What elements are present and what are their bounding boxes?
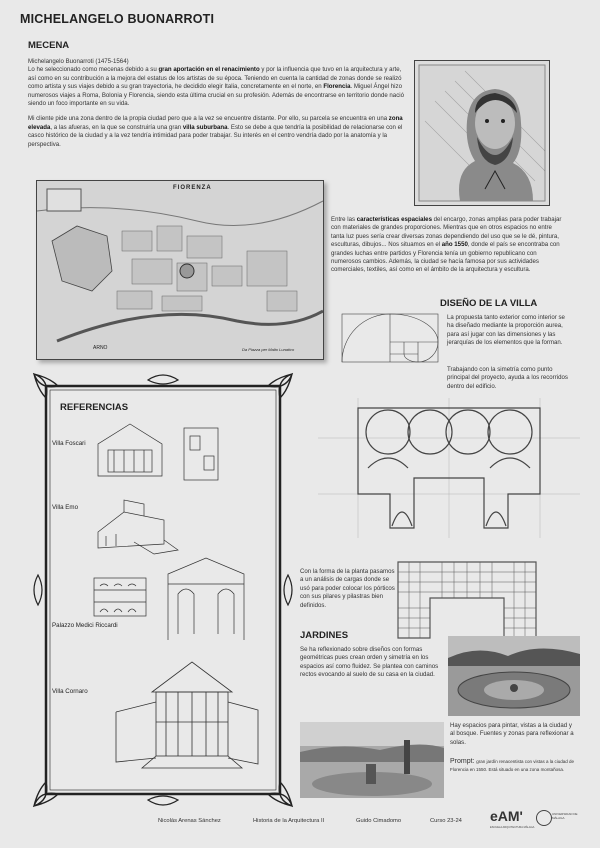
footer-teacher: Guido Cimadomo <box>356 818 402 824</box>
city-map-icon <box>37 181 323 359</box>
structural-grid-icon <box>394 558 540 642</box>
michelangelo-portrait-icon <box>415 61 549 205</box>
villa-foscari-sketch <box>94 416 258 486</box>
villa-plan-diagram <box>318 398 580 538</box>
golden-spiral-diagram <box>340 312 440 364</box>
building-sketch-icon <box>94 416 258 486</box>
eam-logo-subtitle: ESCUELA ARQUITECTURA MÁLAGA <box>490 826 535 829</box>
diseno-paragraph-3: Con la forma de la planta pasamos a un análisis de cargas donde se usó para poder colocar los pórticos con sus pilares y pilastras bien definidos. <box>300 568 395 609</box>
footer-author: Nicolás Arenas Sánchez <box>158 818 221 824</box>
mecena-heading: MECENA <box>28 40 70 51</box>
garden-photo-1 <box>448 636 580 716</box>
diseno-paragraph-2: Trabajando con la simetría como punto principal del proyecto, ayuda a los recorridos dentro del edificio. <box>447 366 568 390</box>
map-label: FIORENZA <box>173 185 212 191</box>
reference-label-villa-cornaro: Villa Cornaro <box>52 688 88 695</box>
mecena-dates: Michelangelo Buonarroti (1475-1564) <box>28 58 129 65</box>
floor-plan-icon <box>318 398 580 538</box>
mecena-paragraph-2: Mi cliente pide una zona dentro de la propia ciudad pero que a la vez se encuentre distante. Por ello, su parcela se encuentra en una zona elevada, a las afueras, en la que se construiría una gran villa suburbana. Esto se debe a que tendría la posibilidad de relacionarse con el casco histórico de la ciudad y a la vez tendría intimidad para poder trabajar. Su interés en el centro vendría dado por la anatomía y la perspectiva. <box>28 115 403 148</box>
footer-year: Curso 23-24 <box>430 818 462 824</box>
garden-image-icon <box>448 636 580 716</box>
eam-logo: eAM' <box>490 808 523 824</box>
palazzo-courtyard-sketch <box>164 554 248 644</box>
building-sketch-icon <box>112 652 262 772</box>
diseno-paragraph-1: La propuesta tanto exterior como interior se ha diseñado mediante la proporción aurea, para así jugar con las dimensiones y las jerarquías de los elementos que la forman. <box>447 314 565 347</box>
page-title: MICHELANGELO BUONARROTI <box>20 12 215 26</box>
reference-label-villa-emo: Villa Emo <box>52 504 79 511</box>
portrait-image <box>414 60 550 206</box>
florence-map-image <box>36 180 324 360</box>
jardines-paragraph-2: Hay espacios para pintar, vistas a la ciudad y al bosque. Fuentes y zonas para reflexionar a solas. <box>450 722 574 746</box>
golden-spiral-icon <box>340 312 440 364</box>
jardines-paragraph-1: Se ha reflexionado sobre diseños con formas geométricas pues crean orden y simetría en los espacios así como fluidez. Se plantea con caminos rectos evocando al suelo de su casa en la ciudad. <box>300 646 439 679</box>
uma-logo-text: UNIVERSIDAD DE MÁLAGA <box>552 812 578 820</box>
footer-course: Historia de la Arquitectura II <box>253 818 325 824</box>
garden-image-icon <box>300 722 444 798</box>
encargo-text: Entre las características espaciales del encargo, zonas amplias para poder trabajar con materiales de grandes proporciones. Mientras que en otros espacios no entre tanta luz pues sería crear diversas zonas dependiendo del uso que se le dé, pintura, esculturas, dibujos... Nos situamos en el año 1550, donde el país se encontraba con grandes luchas entre partidos y Florencia tenía un gobierno republicano con numerosos cambios. Además, la ciudad se hacía famosa por sus actividades comerciales, textiles, así como en el ámbito de la arquitectura y escultura. <box>331 216 562 274</box>
villa-emo-sketch <box>94 492 184 558</box>
mecena-text <box>28 58 406 149</box>
mecena-paragraph-1: Lo he seleccionado como mecenas debido a su gran aportación en el renacimiento y por la influencia que tuvo en la arquitectura y arte, así como en su contribución a la mejora del estatus de los artistas de su época. Teniendo en cuenta la cantidad de zonas donde se realizó como artista y sus viajes debido a su gran trayectoria, he decidido elegir Italia, concretamente en el norte, en Florencia. Miguel Ángel hizo numerosos viajes a Roma, Bolonia y Florencia, siendo esta última crucial en su profesión. Además de encontrarse en territorio donde nació siendo un foco importante en su vida. <box>28 66 404 108</box>
reference-label-palazzo-medici: Palazzo Medici Riccardi <box>52 622 118 629</box>
villa-cornaro-sketch <box>112 652 262 772</box>
load-grid-diagram <box>394 558 540 642</box>
map-credit: Da Piazza per Malto Lunatico <box>242 347 295 352</box>
building-sketch-icon <box>94 492 184 558</box>
building-sketch-icon <box>164 554 248 644</box>
referencias-heading: REFERENCIAS <box>60 402 129 413</box>
map-river-label: ARNO <box>93 345 108 351</box>
garden-photo-2 <box>300 722 444 798</box>
prompt-text: Prompt: gran jardín renacentista con vistas a la ciudad de Florencia en 1550. Está situado en una zona montañosa. <box>450 758 574 772</box>
uma-seal-icon <box>536 810 552 826</box>
diseno-heading: DISEÑO DE LA VILLA <box>440 298 538 309</box>
palazzo-medici-sketch <box>90 572 150 620</box>
prompt-label: Prompt: <box>450 758 475 765</box>
reference-label-villa-foscari: Villa Foscari <box>52 440 86 447</box>
jardines-heading: JARDINES <box>300 630 349 641</box>
building-sketch-icon <box>90 572 150 620</box>
